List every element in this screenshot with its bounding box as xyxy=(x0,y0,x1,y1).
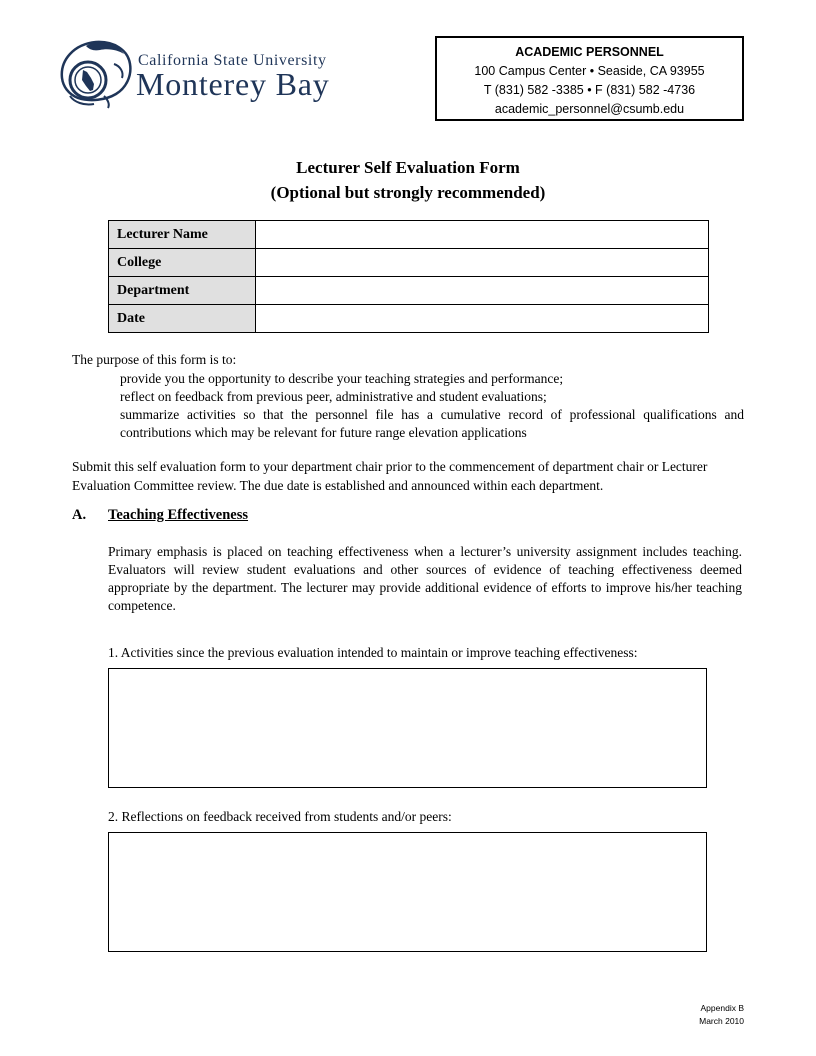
otter-seal-icon xyxy=(56,36,134,112)
table-row xyxy=(109,277,709,305)
contact-address: 100 Campus Center • Seaside, CA 93955 xyxy=(474,64,705,78)
field-label: Department xyxy=(109,277,256,305)
college-field[interactable] xyxy=(256,249,709,277)
logo-university-text: California State University xyxy=(138,52,327,69)
field-label: Lecturer Name xyxy=(109,221,256,249)
field-label: College xyxy=(109,249,256,277)
revision-date: March 2010 xyxy=(699,1016,744,1026)
appendix-label: Appendix B xyxy=(700,1003,744,1013)
list-item: summarize activities so that the personnel file has a cumulative record of professional qualifications and contributions which may be relevant for future range elevation applications xyxy=(120,407,744,440)
lecturer-name-field[interactable] xyxy=(256,221,709,249)
reflections-answer-box[interactable] xyxy=(108,832,707,952)
field-label: Date xyxy=(109,305,256,333)
lecturer-info-table xyxy=(108,220,709,333)
table-row xyxy=(109,305,709,333)
question-label: 2. Reflections on feedback received from students and/or peers: xyxy=(108,809,452,824)
activities-answer-box[interactable] xyxy=(108,668,707,788)
question-label: 1. Activities since the previous evaluation intended to maintain or improve teaching effectiveness: xyxy=(108,645,638,660)
list-item: provide you the opportunity to describe your teaching strategies and performance; xyxy=(120,371,564,386)
table-row xyxy=(109,221,709,249)
department-field[interactable] xyxy=(256,277,709,305)
submit-instructions: Submit this self evaluation form to your department chair prior to the commencement of department chair or Lecturer Evaluation Committee review. The due date is established and announced within each department. xyxy=(72,459,708,493)
purpose-intro: The purpose of this form is to: xyxy=(72,352,237,367)
section-description: Primary emphasis is placed on teaching effectiveness when a lecturer’s university assignment includes teaching. Evaluators will review student evaluations and other sources of evidence of teaching effectiveness deemed appropriate by the department. The lecturer may provide additional evidence of efforts to improve his/her teaching competence. xyxy=(108,544,742,613)
contact-phone-fax: T (831) 582 -3385 • F (831) 582 -4736 xyxy=(483,83,696,97)
contact-email: academic_personnel@csumb.edu xyxy=(494,102,685,116)
section-title: Teaching Effectiveness xyxy=(108,507,249,523)
logo-campus-text: Monterey Bay xyxy=(136,66,330,102)
date-field[interactable] xyxy=(256,305,709,333)
list-item: reflect on feedback from previous peer, administrative and student evaluations; xyxy=(120,389,547,404)
form-title: Lecturer Self Evaluation Form xyxy=(296,158,520,177)
csumb-logo xyxy=(56,36,346,116)
contact-title: ACADEMIC PERSONNEL xyxy=(515,45,664,59)
contact-box xyxy=(435,36,744,121)
table-row xyxy=(109,249,709,277)
section-letter: A. xyxy=(72,507,87,523)
form-subtitle: (Optional but strongly recommended) xyxy=(270,183,546,202)
